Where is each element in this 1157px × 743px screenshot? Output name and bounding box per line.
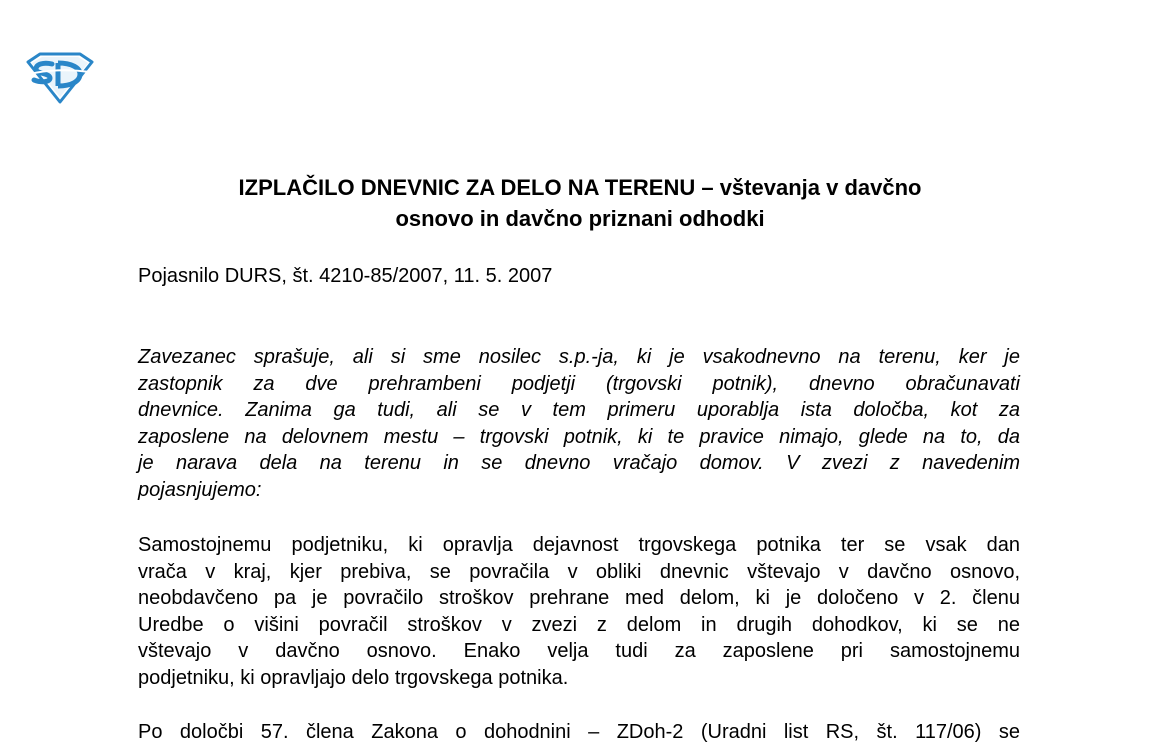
continuation-line: Po določbi 57. člena Zakona o dohodnini – ZDoh-2 (Uradni list RS, št. 117/06) se: [138, 721, 1020, 743]
title-line-1: IZPLAČILO DNEVNIC ZA DELO NA TERENU – vštevanja v davčno: [238, 175, 922, 200]
question-line: je narava dela na terenu in se dnevno vračajo domov. V zvezi z navedenim: [138, 452, 1020, 475]
question-line: zaposlene na delovnem mestu – trgovski potnik, ki te pravice nimajo, glede na to, da: [138, 425, 1020, 448]
document-reference: Pojasnilo DURS, št. 4210-85/2007, 11. 5. 2007: [138, 265, 553, 287]
answer-line: vrača v kraj, kjer prebiva, se povračila v obliki dnevnic vštevajo v davčno osnovo,: [138, 560, 1020, 583]
answer-line: neobdavčeno pa je povračilo stroškov prehrane med delom, ki je določeno v 2. členu: [138, 587, 1020, 610]
answer-paragraph: [138, 532, 1020, 692]
sd-logo-icon: [22, 52, 96, 104]
document-title: [140, 172, 1020, 234]
answer-line: Samostojnemu podjetniku, ki opravlja dejavnost trgovskega potnika ter se vsak dan: [138, 534, 1020, 556]
question-line: dnevnice. Zanima ga tudi, ali se v tem primeru uporablja ista določba, kot za: [138, 399, 1020, 422]
continuation-paragraph: [138, 719, 1020, 743]
question-line: pojasnjujemo:: [138, 478, 262, 501]
question-line: Zavezanec sprašuje, ali si sme nosilec s.p.-ja, ki je vsakodnevno na terenu, ker je: [138, 346, 1020, 368]
answer-line: vštevajo v davčno osnovo. Enako velja tudi za zaposlene pri samostojnemu: [138, 640, 1020, 663]
question-paragraph: [138, 344, 1020, 504]
title-line-2: osnovo in davčno priznani odhodki: [395, 206, 765, 231]
answer-line: podjetniku, ki opravljajo delo trgovskega potnika.: [138, 666, 569, 689]
question-line: zastopnik za dve prehrambeni podjetji (trgovski potnik), dnevno obračunavati: [138, 372, 1020, 395]
answer-line: Uredbe o višini povračil stroškov v zvezi z delom in drugih dohodkov, ki se ne: [138, 613, 1020, 636]
